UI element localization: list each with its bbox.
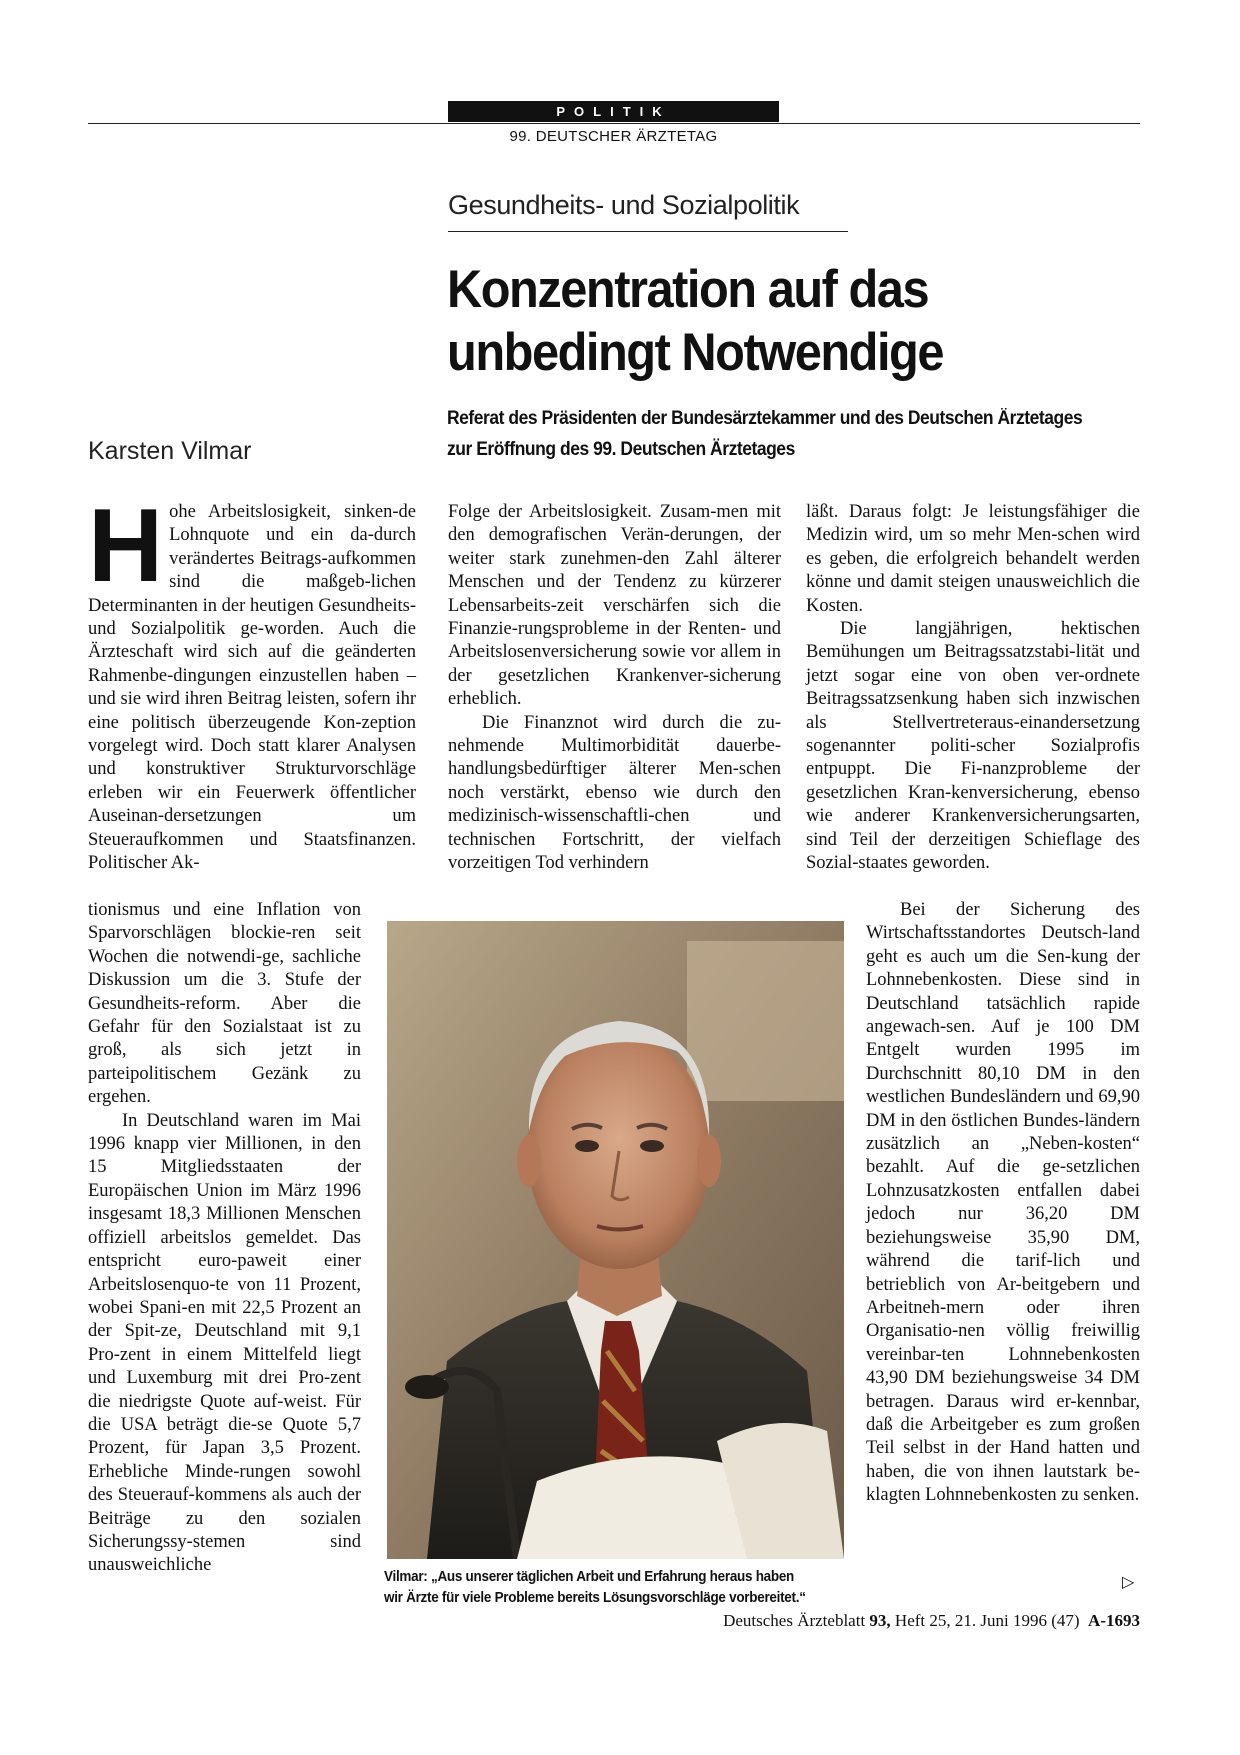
body-column-3-lower (866, 899, 1140, 1508)
body-paragraph (88, 488, 416, 876)
header-rule (88, 123, 1140, 124)
caption-line-2: wir Ärzte für viele Probleme bereits Lösungsvorschläge vorbereitet.“ (384, 1590, 806, 1606)
subtitle-line-1: Referat des Präsidenten der Bundesärztekammer und des Deutschen Ärztetages (447, 408, 1083, 429)
article-headline (447, 258, 1091, 384)
journal-volume: 93, (869, 1611, 891, 1630)
body-column-1-upper (88, 488, 416, 876)
subtitle-line-2: zur Eröffnung des 99. Deutschen Ärztetages (447, 439, 795, 460)
body-paragraph: Die langjährigen, hektischen Bemühungen um Beitragssatzstabi-lität und jetzt sogar eine von oben ver-ordnete Beitragssatzsenkung haben sich inzwischen als Stellvertreteraus-einandersetzung sogenannter politi-scher Sozialprofis entpuppt. Die Fi-nanzprobleme der gesetzlichen Kran-kenversicherung, ebenso wie anderer Krankenversicherungsarten, sind Teil der derzeitigen Schieflage des Sozial-staates geworden. (806, 619, 1140, 874)
article-kicker: Gesundheits- und Sozialpolitik (448, 190, 800, 220)
drop-cap: H (88, 488, 162, 604)
headline-line-2: unbedingt Notwendige (447, 323, 944, 382)
article-author: Karsten Vilmar (88, 437, 252, 465)
body-paragraph: Die Finanznot wird durch die zu-nehmende Multimorbidität dauerbe-handlungsbedürftiger älterer Men-schen noch verstärkt, ebenso wie durch den medizinisch-wissenschaftli-chen und technischen Fortschritt, der vielfach vorzeitigen Tod verhindern (448, 712, 781, 874)
caption-line-1: Vilmar: „Aus unserer täglichen Arbeit und Erfahrung heraus haben (384, 1569, 795, 1585)
issue-date: Heft 25, 21. Juni 1996 (47) (894, 1611, 1080, 1630)
article-subtitle (447, 403, 1109, 465)
portrait-photo (387, 921, 844, 1559)
body-paragraph: läßt. Daraus folgt: Je leistungsfähiger die Medizin wird, um so mehr Men-schen wird es geben, die erfolgreich behandelt werden könne und damit steigen unausweichlich die Kosten. (806, 502, 1140, 616)
photo-caption (384, 1567, 814, 1609)
section-label: POLITIK (448, 101, 779, 122)
event-label: 99. DEUTSCHER ÄRZTETAG (509, 128, 718, 145)
body-paragraph: Folge der Arbeitslosigkeit. Zusam-men mit den demografischen Verän-derungen, der weiter stark zunehmen-den Zahl älterer Menschen und der Tendenz zu kürzerer Lebensarbeits-zeit verschärfen sich die Finanzie-rungsprobleme in der Renten- und Arbeitslosenversicherung sowie vor allem in der gesetzlichen Krankenver-sicherung erheblich. (448, 502, 781, 710)
body-column-2 (448, 501, 781, 876)
headline-line-1: Konzentration auf das (447, 260, 929, 319)
continuation-arrow-icon: ▷ (1122, 1572, 1135, 1591)
paragraph-text: ohe Arbeitslosigkeit, sinken-de Lohnquote und ein da-durch verändertes Beitrags-aufkommen sind die maßgeb-lichen Determinanten in der heutigen Gesundheits- und Sozialpolitik ge-worden. Auch die Ärzteschaft wird sich auf die geänderten Rahmenbe-dingungen einzustellen haben – und sie wird ihren Beitrag leisten, sofern ihr eine politisch überzeugende Kon-zeption vorgelegt wird. Doch statt klarer Analysen und konstruktiver Strukturvorschläge erleben wir ein Feuerwerk öffentlicher Auseinan-dersetzungen um Steueraufkommen und Staatsfinanzen. Politischer Ak- (88, 502, 416, 874)
kicker-rule (448, 231, 848, 232)
journal-name: Deutsches Ärzteblatt (723, 1611, 866, 1630)
page-number: A-1693 (1088, 1611, 1140, 1630)
body-column-3-upper (806, 501, 1140, 876)
page-footer (723, 1611, 1140, 1631)
body-paragraph: tionismus und eine Inflation von Sparvorschlägen blockie-ren seit Wochen die notwendi-ge, sachliche Diskussion um die 3. Stufe der Gesundheits-reform. Aber die Gefahr für den Sozialstaat ist zu groß, als sich jetzt in parteipolitischem Gezänk zu ergehen. (88, 900, 361, 1108)
body-column-1-lower (88, 899, 361, 1578)
body-paragraph: Bei der Sicherung des Wirtschaftsstandortes Deutsch-land geht es auch um die Sen-kung der Lohnnebenkosten. Diese sind in Deutschland tatsächlich rapide angewach-sen. Auf je 100 DM Entgelt wurden 1995 im Durchschnitt 80,10 DM in den westlichen Bundesländern und 69,90 DM in den östlichen Bundes-ländern zusätzlich an „Neben-kosten“ bezahlt. Auf die ge-setzlichen Lohnzusatzkosten entfallen dabei jedoch nur 36,20 DM beziehungsweise 35,90 DM, während die tarif-lich und betrieblich von Ar-beitgebern und Arbeitneh-mern oder ihren Organisatio-nen völlig freiwillig vereinbar-ten Lohnnebenkosten 43,90 DM beziehungsweise 34 DM betragen. Daraus wird er-kennbar, daß die Arbeitgeber es zum großen Teil selbst in der Hand hatten und haben, die von ihnen lautstark be-klagten Lohnnebenkosten zu senken. (866, 900, 1140, 1506)
body-paragraph: In Deutschland waren im Mai 1996 knapp vier Millionen, in den 15 Mitgliedsstaaten der Europäischen Union im März 1996 insgesamt 18,3 Millionen Menschen offiziell arbeitslos gemeldet. Das entspricht euro-paweit einer Arbeitslosenquo-te von 11 Prozent, wobei Spani-en mit 22,5 Prozent an der Spit-ze, Deutschland mit 9,1 Pro-zent in einem Mittelfeld liegt und Luxemburg mit drei Pro-zent die niedrigste Quote auf-weist. Für die USA beträgt die-se Quote 5,7 Prozent, für Japan 3,5 Prozent. Erhebliche Minde-rungen sowohl des Steuerauf-kommens als auch der Beiträge zu den sozialen Sicherungssy-stemen sind unausweichliche (88, 1110, 361, 1576)
